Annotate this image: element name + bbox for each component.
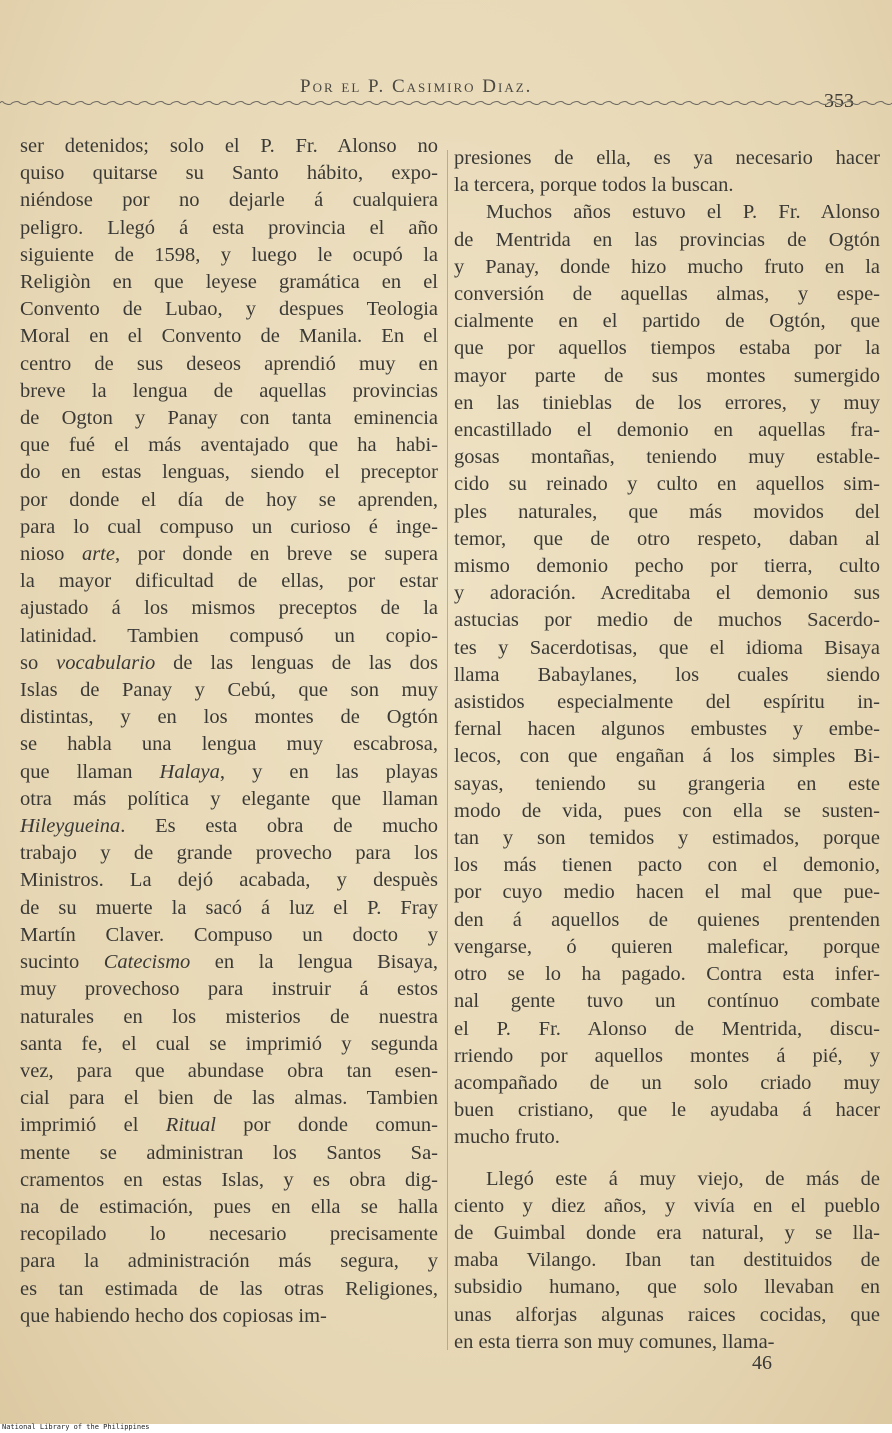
- footer-credit-bar: [0, 1424, 892, 1433]
- text-line: cramentos en estas Islas, y es obra dig-: [20, 1168, 438, 1191]
- text-line: mucho fruto.: [454, 1126, 560, 1149]
- text-line: buen cristiano, que le ayudaba á hacer: [454, 1099, 880, 1122]
- text-line: maba Vilango. Iban tan destituidos de: [454, 1249, 880, 1272]
- text-line: quiso quitarse su Santo hábito, expo-: [20, 162, 438, 185]
- text-line: que por aquellos tiempos estaba por la: [454, 337, 880, 360]
- text-line: otra más política y elegante que llaman: [20, 787, 438, 810]
- text-line: en esta tierra son muy comunes, llama-: [454, 1330, 775, 1353]
- footer-credit-text: National Library of the Philippines: [2, 1423, 150, 1431]
- text-line: ples naturales, que más movidos del: [454, 500, 880, 523]
- text-line: lecos, con que engañan á los simples Bi-: [454, 745, 880, 768]
- text-line: mayor parte de sus montes sumergido: [454, 364, 880, 387]
- text-line: sucinto Catecismo en la lengua Bisaya,: [20, 951, 438, 974]
- text-line: peligro. Llegó á esta provincia el año: [20, 216, 438, 239]
- text-line: que llaman Halaya, y en las playas: [20, 760, 438, 783]
- page-number: 353: [824, 90, 854, 112]
- text-line: se habla una lengua muy escabrosa,: [20, 733, 438, 756]
- text-line: Martín Claver. Compuso un docto y: [20, 923, 438, 946]
- text-line: Moral en el Convento de Manila. En el: [20, 325, 438, 348]
- text-line: Llegó este á muy viejo, de más de: [486, 1167, 880, 1190]
- text-line: do en estas lenguas, siendo el preceptor: [20, 461, 438, 484]
- text-line: modo de vida, pues con ella se susten-: [454, 799, 880, 822]
- text-line: imprimió el Ritual por donde comun-: [20, 1114, 438, 1137]
- text-line: llama Babaylanes, los cuales siendo: [454, 663, 880, 686]
- text-line: de su muerte la sacó á luz el P. Fray: [20, 896, 438, 919]
- header-wavy-rule: [0, 98, 892, 108]
- text-line: tes y Sacerdotisas, que el idioma Bisaya: [454, 636, 880, 659]
- text-line: y adoración. Acreditaba el demonio sus: [454, 582, 880, 605]
- text-line: ajustado á los mismos preceptos de la: [20, 597, 438, 620]
- text-line: na de estimación, pues en ella se halla: [20, 1195, 438, 1218]
- text-line: encastillado el demonio en aquellas fra-: [454, 419, 880, 442]
- text-line: naturales en los misterios de nuestra: [20, 1005, 438, 1028]
- text-line: la tercera, porque todos la buscan.: [454, 174, 734, 197]
- column-divider: [447, 150, 448, 1350]
- text-line: cial para el bien de las almas. Tambien: [20, 1087, 438, 1110]
- text-line: temor, que de otro respeto, daban al: [454, 527, 880, 550]
- text-line: siguiente de 1598, y luego le ocupó la: [20, 243, 438, 266]
- text-line: latinidad. Tambien compusó un copio-: [20, 624, 438, 647]
- text-line: es tan estimada de las otras Religiones,: [20, 1277, 438, 1300]
- text-line: el P. Fr. Alonso de Mentrida, discu-: [454, 1017, 880, 1040]
- text-line: de Ogton y Panay con tanta eminencia: [20, 407, 438, 430]
- text-line: tan y son temidos y estimados, porque: [454, 827, 880, 850]
- text-line: trabajo y de grande provecho para los: [20, 842, 438, 865]
- text-line: Ministros. La dejó acabada, y despuès: [20, 869, 438, 892]
- right-column: [454, 145, 880, 1356]
- text-line: para la administración más segura, y: [20, 1250, 438, 1273]
- text-line: recopilado lo necesario precisamente: [20, 1223, 438, 1246]
- text-line: en las tinieblas de los errores, y muy: [454, 391, 880, 414]
- text-line: cido su reinado y culto en aquellos sim-: [454, 473, 880, 496]
- text-line: presiones de ella, es ya necesario hacer: [454, 147, 880, 169]
- text-line: mismo demonio pecho por tierra, culto: [454, 555, 880, 578]
- text-line: astucias por medio de muchos Sacerdo-: [454, 609, 880, 632]
- running-head: Por el P. Casimiro Diaz.: [300, 76, 533, 97]
- text-line: conversión de aquellas almas, y espe-: [454, 283, 880, 306]
- text-line: Hileygueina. Es esta obra de mucho: [20, 815, 438, 838]
- text-line: so vocabulario de las lenguas de las dos: [20, 651, 438, 674]
- text-line: los más tienen pacto con el demonio,: [454, 854, 880, 877]
- text-line: por donde el día de hoy se aprenden,: [20, 488, 438, 511]
- text-line: mente se administran los Santos Sa-: [20, 1141, 438, 1164]
- text-line: sayas, teniendo su grangeria en este: [454, 772, 880, 795]
- text-line: unas alforjas algunas raices cocidas, que: [454, 1303, 880, 1326]
- text-line: Convento de Lubao, y despues Teologia: [20, 298, 438, 321]
- text-line: santa fe, el cual se imprimió y segunda: [20, 1032, 438, 1055]
- text-line: de Mentrida en las provincias de Ogtón: [454, 228, 880, 251]
- text-line: gosas montañas, teniendo muy estable-: [454, 446, 880, 469]
- text-line: de Guimbal donde era natural, y se lla-: [454, 1221, 880, 1244]
- text-line: rriendo por aquellos montes á pié, y: [454, 1044, 880, 1067]
- text-line: Islas de Panay y Cebú, que son muy: [20, 679, 438, 702]
- text-line: cialmente en el partido de Ogtón, que: [454, 310, 880, 333]
- text-line: distintas, y en los montes de Ogtón: [20, 706, 438, 729]
- text-line: den á aquellos de quienes prentenden: [454, 908, 880, 931]
- text-line: otro se lo ha pagado. Contra esta infer-: [454, 963, 880, 986]
- left-column: [20, 133, 438, 1330]
- text-line: centro de sus deseos aprendió muy en: [20, 352, 438, 375]
- text-line: y Panay, donde hizo mucho fruto en la: [454, 255, 880, 278]
- text-line: Religiòn en que leyese gramática en el: [20, 271, 438, 294]
- signature-mark: 46: [752, 1352, 772, 1374]
- text-line: niéndose por no dejarle á cualquiera: [20, 189, 438, 212]
- text-line: ciento y diez años, y vivía en el pueblo: [454, 1194, 880, 1217]
- text-line: muy provechoso para instruir á estos: [20, 978, 438, 1001]
- text-line: que habiendo hecho dos copiosas im-: [20, 1304, 327, 1327]
- text-line: breve la lengua de aquellas provincias: [20, 379, 438, 402]
- text-line: ser detenidos; solo el P. Fr. Alonso no: [20, 135, 438, 157]
- text-line: Muchos años estuvo el P. Fr. Alonso: [486, 201, 880, 224]
- text-line: fernal hacen algunos embustes y embe-: [454, 718, 880, 741]
- text-line: nioso arte, por donde en breve se supera: [20, 543, 438, 566]
- text-line: que fué el más aventajado que ha habi-: [20, 434, 438, 457]
- text-line: la mayor dificultad de ellas, por estar: [20, 570, 438, 593]
- text-line: asistidos especialmente del espíritu in-: [454, 691, 880, 714]
- text-line: subsidio humano, que solo llevaban en: [454, 1276, 880, 1299]
- text-line: acompañado de un solo criado muy: [454, 1071, 880, 1094]
- text-line: vez, para que abundase obra tan esen-: [20, 1059, 438, 1082]
- text-line: por cuyo medio hacen el mal que pue-: [454, 881, 880, 904]
- text-line: vengarse, ó quieren maleficar, porque: [454, 935, 880, 958]
- text-line: nal gente tuvo un contínuo combate: [454, 990, 880, 1013]
- text-line: para lo cual compuso un curioso é inge-: [20, 515, 438, 538]
